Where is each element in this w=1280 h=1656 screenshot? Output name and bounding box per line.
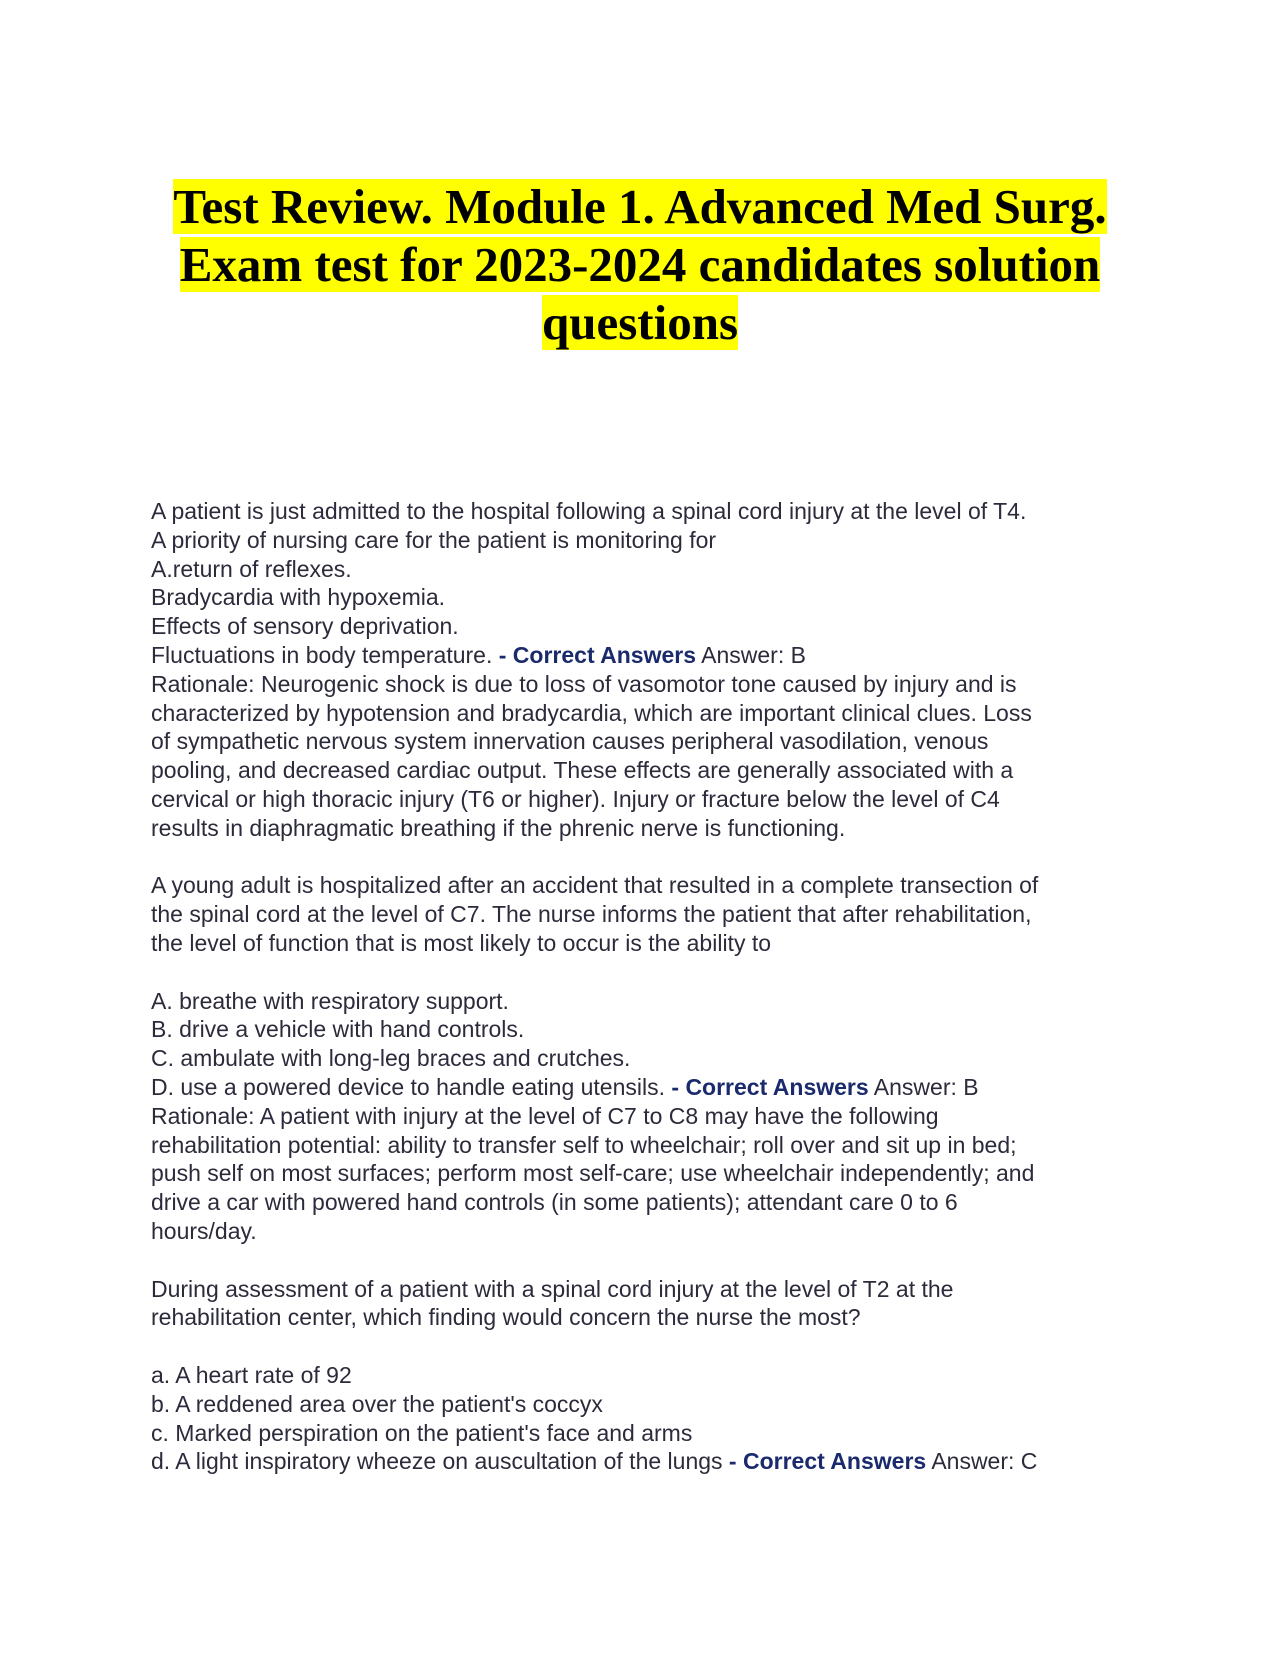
- correct-answers-label: - Correct Answers: [498, 641, 697, 668]
- question-block-1: [151, 497, 1141, 843]
- question-block-2: [151, 871, 1141, 1245]
- paragraph-spacer: [151, 1332, 1141, 1361]
- answer-option: Bradycardia with hypoxemia.: [151, 584, 446, 611]
- answer-option: D. use a powered device to handle eating utensils.: [151, 1073, 665, 1100]
- question-stem: A patient is just admitted to the hospital following a spinal cord injury at the level of T4.: [151, 498, 1027, 524]
- title-line: Test Review. Module 1. Advanced Med Surg.: [173, 179, 1107, 234]
- answer-option-with-answer: [151, 1073, 1141, 1102]
- answer-key: Answer: C: [931, 1448, 1038, 1475]
- question-block-3: [151, 1275, 1141, 1477]
- paragraph-spacer: [151, 958, 1141, 987]
- correct-answers-label: - Correct Answers: [728, 1448, 927, 1475]
- title-line: Exam test for 2023-2024 candidates solution: [179, 237, 1101, 292]
- answer-option: c. Marked perspiration on the patient's face and arms: [151, 1419, 693, 1446]
- rationale-line: Rationale: A patient with injury at the level of C7 to C8 may have the following: [151, 1102, 939, 1129]
- question-stem: During assessment of a patient with a spinal cord injury at the level of T2 at the: [151, 1275, 954, 1302]
- rationale-line: of sympathetic nervous system innervation causes peripheral vasodilation, venous: [151, 728, 989, 755]
- answer-option: A.return of reflexes.: [151, 555, 352, 582]
- question-stem: A priority of nursing care for the patient is monitoring for: [151, 526, 717, 553]
- answer-option: C. ambulate with long-leg braces and crutches.: [151, 1045, 631, 1072]
- answer-option: Fluctuations in body temperature.: [151, 641, 493, 668]
- document-title: [140, 178, 1140, 352]
- question-stem: A young adult is hospitalized after an accident that resulted in a complete transection of: [151, 872, 1039, 899]
- answer-option: d. A light inspiratory wheeze on auscultation of the lungs: [151, 1448, 723, 1475]
- answer-key: Answer: B: [873, 1073, 979, 1100]
- answer-option: b. A reddened area over the patient's coccyx: [151, 1390, 603, 1417]
- rationale-line: hours/day.: [151, 1217, 257, 1244]
- answer-option-with-answer: [151, 1447, 1141, 1476]
- document-body: [151, 497, 1141, 1476]
- rationale-line: characterized by hypotension and bradycardia, which are important clinical clues. Loss: [151, 699, 1032, 726]
- question-stem: the level of function that is most likely to occur is the ability to: [151, 929, 772, 956]
- answer-option: B. drive a vehicle with hand controls.: [151, 1016, 525, 1043]
- question-stem: the spinal cord at the level of C7. The nurse informs the patient that after rehabilitation,: [151, 901, 1032, 928]
- answer-option-with-answer: [151, 641, 1141, 670]
- title-line: questions: [541, 295, 739, 350]
- rationale-line: push self on most surfaces; perform most self-care; use wheelchair independently; and: [151, 1160, 1035, 1187]
- rationale-line: results in diaphragmatic breathing if the phrenic nerve is functioning.: [151, 814, 846, 841]
- rationale-line: drive a car with powered hand controls (in some patients); attendant care 0 to 6: [151, 1189, 958, 1216]
- correct-answers-label: - Correct Answers: [671, 1073, 869, 1100]
- rationale-line: pooling, and decreased cardiac output. These effects are generally associated with a: [151, 757, 1014, 784]
- paragraph-spacer: [151, 1246, 1141, 1275]
- rationale-line: rehabilitation potential: ability to transfer self to wheelchair; roll over and sit up in bed;: [151, 1131, 1017, 1158]
- rationale-line: Rationale: Neurogenic shock is due to loss of vasomotor tone caused by injury and is: [151, 670, 1017, 697]
- paragraph-spacer: [151, 843, 1141, 872]
- question-stem: rehabilitation center, which finding would concern the nurse the most?: [151, 1304, 861, 1331]
- answer-option: A. breathe with respiratory support.: [151, 987, 509, 1014]
- answer-option: a. A heart rate of 92: [151, 1361, 352, 1388]
- answer-key: Answer: B: [701, 641, 806, 668]
- answer-option: Effects of sensory deprivation.: [151, 613, 459, 640]
- rationale-line: cervical or high thoracic injury (T6 or higher). Injury or fracture below the level of C4: [151, 785, 1000, 812]
